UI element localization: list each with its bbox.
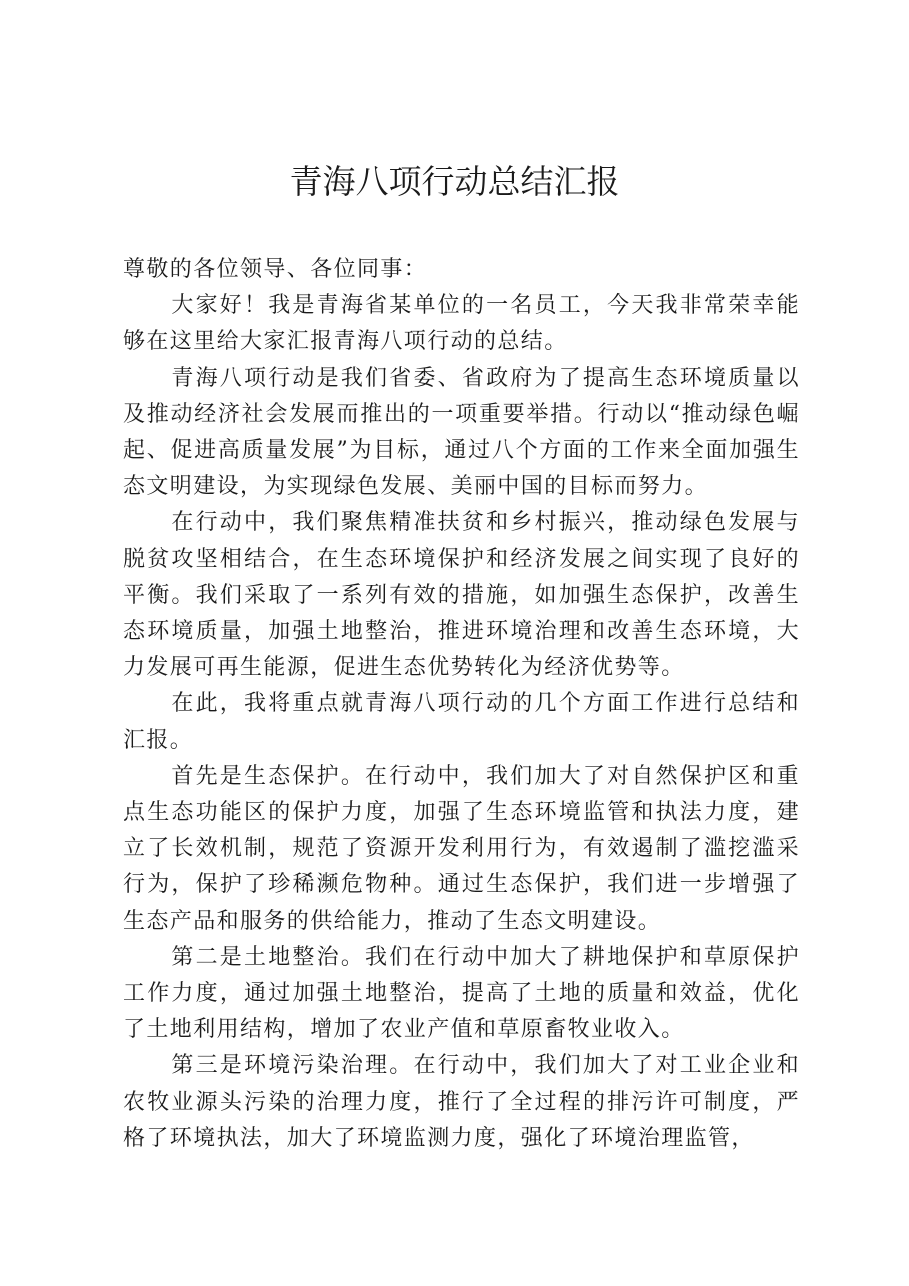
document-title: 青海八项行动总结汇报	[289, 162, 620, 201]
paragraph-measures: 在行动中，我们聚焦精准扶贫和乡村振兴，推动绿色发展与脱贫攻坚相结合，在生态环境保护和经济发展之间实现了良好的平衡。我们采取了一系列有效的措施，如加强生态保护，改善生态环境质量，加强土地整治，推进环境治理和改善生态环境，大力发展可再生能源，促进生态优势转化为经济优势等。	[123, 510, 800, 681]
paragraph-land-remediation: 第二是土地整治。我们在行动中加大了耕地保护和草原保护工作力度，通过加强土地整治，提高了土地的质量和效益，优化了土地利用结构，增加了农业产值和草原畜牧业收入。	[123, 944, 800, 1043]
paragraph-overview: 青海八项行动是我们省委、省政府为了提高生态环境质量以及推动经济社会发展而推出的一项重要举措。行动以“推动绿色崛起、促进高质量发展”为目标，通过八个方面的工作来全面加强生态文明建设，为实现绿色发展、美丽中国的目标而努力。	[123, 365, 800, 500]
paragraph-ecological-protection: 首先是生态保护。在行动中，我们加大了对自然保护区和重点生态功能区的保护力度，加强了生态环境监管和执法力度，建立了长效机制，规范了资源开发利用行为，有效遏制了滥挖滥采行为，保护了珍稀濒危物种。通过生态保护，我们进一步增强了生态产品和服务的供给能力，推动了生态文明建设。	[123, 763, 800, 934]
document-body	[123, 252, 800, 1157]
paragraph-intro-summary: 在此，我将重点就青海八项行动的几个方面工作进行总结和汇报。	[123, 691, 800, 753]
paragraph-pollution-control: 第三是环境污染治理。在行动中，我们加大了对工业企业和农牧业源头污染的治理力度，推行了全过程的排污许可制度，严格了环境执法，加大了环境监测力度，强化了环境治理监管，	[123, 1053, 800, 1151]
paragraph-greeting: 大家好！我是青海省某单位的一名员工，今天我非常荣幸能够在这里给大家汇报青海八项行动的总结。	[123, 293, 800, 355]
salutation: 尊敬的各位领导、各位同事：	[123, 257, 428, 282]
